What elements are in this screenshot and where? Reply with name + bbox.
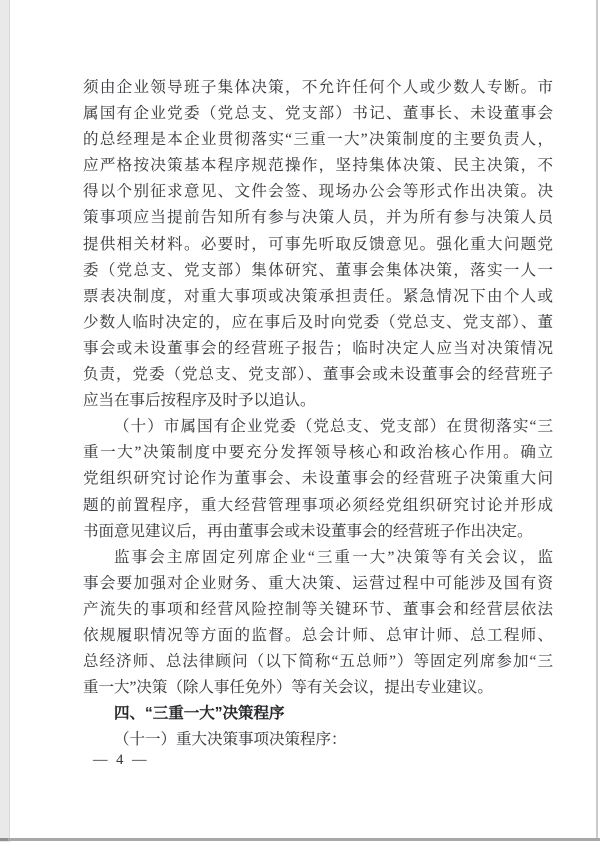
text-line: 事会或未设董事会的经营班子报告；临时决定人应当对决策情况 — [83, 339, 553, 357]
text-line: 依规履职情况等方面的监督。总会计师、总审计师、总工程师、 — [83, 626, 553, 644]
text-line: 应当在事后按程序及时予以追认。 — [83, 392, 316, 410]
text-line: 委（党总支、党支部）集体研究、董事会集体决策，落实一人一 — [83, 261, 553, 279]
text-line: 票表决制度，对重大事项或决策承担责任。紧急情况下由个人或 — [83, 287, 553, 305]
page-right-edge — [596, 0, 598, 839]
text-line: （十一）重大决策事项决策程序： — [114, 731, 347, 749]
text-line: 书面意见建议后，再由董事会或未设董事会的经营班子作出决定。 — [83, 522, 533, 540]
text-line: 须由企业领导班子集体决策，不允许任何个人或少数人专断。市 — [83, 79, 553, 96]
text-line: 党组织研究讨论作为董事会、未设董事会的经营班子决策重大问 — [83, 470, 553, 488]
text-line: 策事项应当提前告知所有参与决策人员，并为所有参与决策人员 — [83, 209, 553, 227]
text-line: 重一大”决策（除人事任免外）等有关会议，提出专业建议。 — [83, 679, 493, 697]
text-line: 事会要加强对企业财务、重大决策、运营过程中可能涉及国有资 — [83, 574, 553, 592]
text-line: 监事会主席固定列席企业“三重一大”决策等有关会议，监 — [114, 548, 553, 566]
page-bottom-edge — [8, 838, 600, 841]
text-line: 负责，党委（党总支、党支部）、董事会或未设董事会的经营班子 — [83, 366, 553, 384]
page-number: — 4 — — [93, 752, 149, 768]
text-line: 题的前置程序，重大经营管理事项必须经党组织研究讨论并形成 — [83, 496, 553, 514]
scan-left-strip — [0, 0, 10, 842]
text-line: 得以个别征求意见、文件会签、现场办公会等形式作出决策。决 — [83, 183, 553, 201]
text-line: 属国有企业党委（党总支、党支部）书记、董事长、未设董事会 — [83, 105, 553, 123]
text-line: 产流失的事项和经营风险控制等关键环节、董事会和经营层依法 — [83, 600, 553, 618]
document-body — [83, 75, 553, 753]
page-bottom-edge-dark — [0, 838, 8, 841]
text-line: 总经济师、总法律顾问（以下简称“五总师”）等固定列席参加“三 — [83, 653, 553, 671]
section-heading: 四、“三重一大”决策程序 — [114, 705, 285, 723]
text-line: （十）市属国有企业党委（党总支、党支部）在贯彻落实“三 — [114, 418, 553, 436]
text-line: 的总经理是本企业贯彻落实“三重一大”决策制度的主要负责人， — [83, 131, 553, 149]
text-line: 应严格按决策基本程序规范操作，坚持集体决策、民主决策，不 — [83, 157, 553, 175]
text-line: 重一大”决策制度中要充分发挥领导核心和政治核心作用。确立 — [83, 444, 553, 462]
text-line: 少数人临时决定的，应在事后及时向党委（党总支、党支部）、董 — [83, 313, 553, 331]
text-line: 提供相关材料。必要时，可事先听取反馈意见。强化重大问题党 — [83, 235, 553, 253]
